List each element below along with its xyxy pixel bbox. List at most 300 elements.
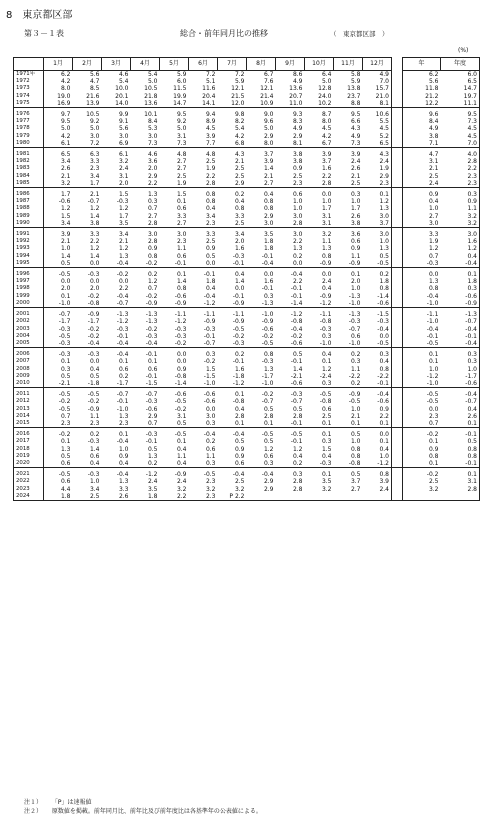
month-value-cell: 2.5 <box>234 478 245 486</box>
month-value-cell: 5.3 <box>147 125 158 133</box>
annual-value-cell: 3.2 <box>428 485 439 493</box>
month-value-cell: -0.4 <box>116 351 129 359</box>
month-value-cell: 0.0 <box>263 271 274 279</box>
month-value-cell: -1.2 <box>189 300 218 308</box>
month-value-cell: -0.3 <box>232 252 245 260</box>
month-value-cell: 1.1 <box>205 452 216 460</box>
month-value-cell: 0.6 <box>44 460 73 468</box>
table-row <box>14 228 480 239</box>
month-value-cell: 1.2 <box>118 245 129 253</box>
year-cell: 2005 <box>14 340 44 348</box>
month-value-cell: 0.3 <box>321 332 332 340</box>
month-value-cell: -0.5 <box>348 398 361 406</box>
month-value-cell: -0.9 <box>203 318 216 326</box>
month-value-cell: 0.6 <box>263 452 274 460</box>
month-value-cell: -0.3 <box>319 325 332 333</box>
annual-value-cell: 6.2 <box>428 71 439 78</box>
month-value-cell: 5.0 <box>321 78 332 86</box>
month-value-cell: 3.8 <box>292 158 303 166</box>
month-value-cell: 0.2 <box>147 271 158 279</box>
year-cell: 2010 <box>14 380 44 388</box>
month-value-cell: 3.1 <box>321 212 332 220</box>
month-value-cell: -0.6 <box>174 391 187 399</box>
month-value-cell: 2.7 <box>147 212 158 220</box>
table-row <box>14 308 480 319</box>
month-value-cell: 0.5 <box>292 405 303 413</box>
month-value-cell: 2.4 <box>363 158 392 165</box>
month-value-cell: -0.5 <box>319 391 332 399</box>
month-value-cell: 0.5 <box>350 431 361 439</box>
month-value-cell: 0.5 <box>60 452 71 460</box>
month-value-cell: -0.9 <box>218 300 247 308</box>
annual-value-cell: -0.2 <box>426 431 439 439</box>
annual-value-cell: -1.0 <box>403 380 441 388</box>
month-value-cell: 0.4 <box>363 446 392 453</box>
spacer-cell <box>392 165 403 172</box>
month-value-cell: 4.9 <box>350 132 361 140</box>
month-value-cell: -0.4 <box>102 340 131 348</box>
fiscal-year-value-cell: 6.0 <box>441 71 480 79</box>
month-value-cell: -0.8 <box>290 318 303 326</box>
month-value-cell: 0.0 <box>89 278 100 286</box>
month-value-cell: 3.7 <box>350 478 361 486</box>
month-value-cell: -0.1 <box>218 260 247 268</box>
header-month: 6月 <box>189 58 218 71</box>
annual-value-cell: 0.8 <box>428 285 439 293</box>
month-value-cell: -1.2 <box>218 380 247 388</box>
month-value-cell: 0.8 <box>350 452 361 460</box>
month-value-cell: 1.0 <box>292 205 303 213</box>
month-value-cell: 4.5 <box>363 125 392 132</box>
annual-value-cell: 8.4 <box>428 118 439 126</box>
month-value-cell: 1.0 <box>60 245 71 253</box>
spacer-cell <box>392 100 403 108</box>
month-value-cell: -0.4 <box>363 326 392 333</box>
month-value-cell: 1.3 <box>118 252 129 260</box>
month-value-cell: 0.0 <box>234 285 245 293</box>
fiscal-year-value-cell: 0.3 <box>441 285 480 292</box>
spacer-cell <box>392 486 403 493</box>
month-value-cell: 0.0 <box>118 278 129 286</box>
month-value-cell: 14.7 <box>160 100 189 108</box>
month-value-cell: -1.4 <box>276 300 305 308</box>
month-value-cell: -0.3 <box>87 471 100 479</box>
year-cell: 2019 <box>14 453 44 460</box>
month-value-cell: 0.0 <box>321 191 332 199</box>
month-value-cell: -0.3 <box>261 358 274 366</box>
year-cell: 1979 <box>14 133 44 140</box>
annual-value-cell: -1.0 <box>403 300 441 308</box>
month-value-cell: 0.5 <box>89 372 100 380</box>
month-value-cell: 8.0 <box>60 85 71 93</box>
spacer-cell <box>392 238 403 245</box>
month-value-cell: 2.9 <box>292 132 303 140</box>
month-value-cell: -0.4 <box>116 471 129 479</box>
month-value-cell: 1.5 <box>176 191 187 199</box>
month-value-cell: 0.1 <box>118 431 129 439</box>
month-value-cell: 0.8 <box>363 366 392 373</box>
month-value-cell <box>276 493 305 501</box>
spacer-cell <box>392 428 403 439</box>
month-value-cell: 0.9 <box>205 245 216 253</box>
year-cell: 2000 <box>14 300 44 308</box>
table-row <box>14 93 480 100</box>
annual-value-cell: 2.5 <box>428 478 439 486</box>
spacer-cell <box>392 438 403 445</box>
month-value-cell: 1.2 <box>263 445 274 453</box>
year-cell: 2009 <box>14 373 44 380</box>
month-value-cell: 7.6 <box>263 78 274 86</box>
month-value-cell: -0.9 <box>87 311 100 319</box>
month-value-cell: -0.2 <box>58 398 71 406</box>
month-value-cell: 0.0 <box>176 358 187 366</box>
month-value-cell: 0.3 <box>350 358 361 366</box>
table-row <box>14 468 480 479</box>
month-value-cell: -1.0 <box>116 405 129 413</box>
month-value-cell: -0.9 <box>334 260 363 268</box>
year-cell: 2021 <box>14 468 44 479</box>
month-value-cell: 2.2 <box>160 493 189 501</box>
table-row <box>14 388 480 399</box>
table-row <box>14 358 480 365</box>
month-value-cell: -0.7 <box>116 391 129 399</box>
annual-value-cell: 7.1 <box>403 140 441 148</box>
month-value-cell: 0.2 <box>363 268 392 279</box>
month-value-cell: 11.5 <box>173 85 187 93</box>
month-value-cell: 0.6 <box>350 238 361 246</box>
spacer-cell <box>392 366 403 373</box>
fiscal-year-value-cell: 1.8 <box>441 278 480 285</box>
year-cell: 2023 <box>14 486 44 493</box>
month-value-cell: 2.2 <box>131 180 160 188</box>
month-value-cell: 2.1 <box>234 158 245 166</box>
month-value-cell: 0.1 <box>176 198 187 206</box>
month-value-cell: 0.9 <box>176 365 187 373</box>
month-value-cell: 2.2 <box>321 172 332 180</box>
month-value-cell: 2.3 <box>276 180 305 188</box>
month-value-cell: 3.1 <box>305 220 334 228</box>
spacer-cell <box>392 253 403 260</box>
month-value-cell: -0.3 <box>145 431 158 439</box>
annual-value-cell: 2.5 <box>428 172 439 180</box>
month-value-cell: 3.4 <box>44 220 73 228</box>
fiscal-year-value-cell: -0.6 <box>441 380 480 388</box>
month-value-cell: 0.5 <box>205 252 216 260</box>
month-value-cell: 0.8 <box>205 191 216 199</box>
month-value-cell: 2.0 <box>60 285 71 293</box>
month-value-cell: 5.6 <box>118 125 129 133</box>
header-year-cell <box>14 58 44 71</box>
month-value-cell: 3.0 <box>247 220 276 228</box>
month-value-cell: 4.3 <box>363 148 392 159</box>
month-value-cell: 2.7 <box>247 180 276 188</box>
table-row <box>14 406 480 413</box>
month-value-cell: 8.2 <box>234 118 245 126</box>
annual-value-cell: 1.0 <box>428 365 439 373</box>
year-cell: 2011 <box>14 388 44 399</box>
month-value-cell: 0.1 <box>60 292 71 300</box>
month-value-cell: -0.5 <box>290 431 303 439</box>
month-value-cell: 1.7 <box>73 180 102 188</box>
month-value-cell: 4.3 <box>350 125 361 133</box>
month-value-cell: 0.3 <box>247 460 276 468</box>
annual-value-cell <box>403 493 441 501</box>
spacer-cell <box>392 268 403 279</box>
month-value-cell: 2.6 <box>350 212 361 220</box>
month-value-cell: -0.2 <box>261 332 274 340</box>
spacer-cell <box>392 158 403 165</box>
month-value-cell: 0.9 <box>118 452 129 460</box>
table-row <box>14 118 480 125</box>
month-value-cell: 0.0 <box>321 271 332 279</box>
month-value-cell: -0.4 <box>116 292 129 300</box>
month-value-cell: 0.1 <box>334 420 363 428</box>
table-row <box>14 253 480 260</box>
spacer-cell <box>392 446 403 453</box>
month-value-cell: -0.1 <box>261 252 274 260</box>
month-value-cell: -1.5 <box>363 308 392 319</box>
table-row <box>14 245 480 252</box>
month-value-cell: 12.0 <box>218 100 247 108</box>
month-value-cell: -0.9 <box>319 292 332 300</box>
table-row <box>14 260 480 268</box>
table-row <box>14 398 480 405</box>
month-value-cell: 8.8 <box>334 100 363 108</box>
annual-value-cell: 2.3 <box>428 412 439 420</box>
table-row <box>14 478 480 485</box>
month-value-cell: 0.8 <box>350 445 361 453</box>
month-value-cell: -1.3 <box>145 311 158 319</box>
month-value-cell: 8.1 <box>363 100 392 108</box>
annual-value-cell: 1.0 <box>428 205 439 213</box>
month-value-cell: 0.8 <box>263 198 274 206</box>
month-value-cell: 0.4 <box>160 460 189 468</box>
month-value-cell: -0.7 <box>348 325 361 333</box>
fiscal-year-value-cell: 1.2 <box>441 245 480 252</box>
table-row <box>14 220 480 228</box>
month-value-cell: -0.8 <box>319 398 332 406</box>
month-value-cell: 3.9 <box>350 151 361 159</box>
month-value-cell: 0.7 <box>147 205 158 213</box>
month-value-cell: -1.5 <box>203 372 216 380</box>
month-value-cell: -0.1 <box>290 292 303 300</box>
month-value-cell: 5.1 <box>205 78 216 86</box>
month-value-cell: -1.3 <box>116 311 129 319</box>
month-value-cell: 5.0 <box>147 78 158 86</box>
annual-value-cell: 2.1 <box>428 165 439 173</box>
month-value-cell: 2.4 <box>147 478 158 486</box>
spacer-cell <box>392 293 403 300</box>
month-value-cell: -2.4 <box>319 372 332 380</box>
spacer-cell <box>392 478 403 485</box>
month-value-cell: 2.9 <box>147 412 158 420</box>
month-value-cell: -0.9 <box>232 318 245 326</box>
month-value-cell: 4.5 <box>321 125 332 133</box>
month-value-cell: 0.7 <box>131 420 160 428</box>
month-value-cell: 1.0 <box>350 438 361 446</box>
annual-value-cell: 3.0 <box>403 220 441 228</box>
month-value-cell: -0.4 <box>261 471 274 479</box>
spacer-cell <box>392 300 403 308</box>
month-value-cell: 0.8 <box>263 205 274 213</box>
month-value-cell: 2.8 <box>292 478 303 486</box>
month-value-cell: 4.6 <box>147 151 158 159</box>
month-value-cell: 3.5 <box>263 231 274 239</box>
month-value-cell: -1.1 <box>319 311 332 319</box>
month-value-cell: -1.0 <box>334 300 363 308</box>
spacer-cell <box>392 358 403 365</box>
month-value-cell: -1.7 <box>102 380 131 388</box>
month-value-cell: 2.0 <box>350 278 361 286</box>
year-cell: 1985 <box>14 180 44 188</box>
month-value-cell: 4.2 <box>60 132 71 140</box>
spacer-cell <box>392 285 403 292</box>
fiscal-year-value-cell: 14.7 <box>441 85 480 92</box>
month-value-cell <box>334 493 363 501</box>
table-row <box>14 140 480 148</box>
header-month: 9月 <box>276 58 305 71</box>
month-value-cell: 0.1 <box>60 438 71 446</box>
header-annual-year: 年 <box>403 58 441 71</box>
month-value-cell: -0.6 <box>58 198 71 206</box>
month-value-cell: -0.4 <box>290 271 303 279</box>
month-value-cell: -0.2 <box>145 292 158 300</box>
fiscal-year-value-cell: 1.1 <box>441 205 480 212</box>
spacer-cell <box>392 333 403 340</box>
month-value-cell: 8.3 <box>292 118 303 126</box>
annual-value-cell: 0.0 <box>428 405 439 413</box>
month-value-cell: -0.3 <box>116 325 129 333</box>
month-value-cell: -0.2 <box>87 332 100 340</box>
month-value-cell: 1.9 <box>205 165 216 173</box>
month-value-cell: 0.8 <box>363 468 392 479</box>
month-value-cell: -0.7 <box>261 398 274 406</box>
month-value-cell: 4.2 <box>321 132 332 140</box>
month-value-cell: -1.8 <box>232 372 245 380</box>
month-value-cell: 1.3 <box>263 365 274 373</box>
month-value-cell: 1.9 <box>160 180 189 188</box>
month-value-cell: 3.4 <box>89 172 100 180</box>
table-row <box>14 318 480 325</box>
spacer-cell <box>392 453 403 460</box>
month-value-cell: 0.2 <box>118 372 129 380</box>
month-value-cell: 3.7 <box>321 158 332 166</box>
month-value-cell: -1.0 <box>189 380 218 388</box>
year-cell: 1981 <box>14 148 44 159</box>
annual-value-cell: 0.1 <box>403 460 441 468</box>
month-value-cell: 1.6 <box>234 245 245 253</box>
month-value-cell: -0.9 <box>348 391 361 399</box>
month-value-cell: 5.8 <box>350 71 361 78</box>
month-value-cell: -0.4 <box>232 471 245 479</box>
spacer-cell <box>392 205 403 212</box>
spacer-cell <box>392 78 403 85</box>
month-value-cell: 2.3 <box>44 420 73 428</box>
month-value-cell: 3.4 <box>205 212 216 220</box>
month-value-cell: -1.0 <box>261 311 274 319</box>
month-value-cell: 0.2 <box>205 438 216 446</box>
annual-value-cell: 12.2 <box>403 100 441 108</box>
month-value-cell: 4.8 <box>176 151 187 159</box>
month-value-cell: -2.1 <box>44 380 73 388</box>
month-value-cell: -0.7 <box>102 300 131 308</box>
month-value-cell: 0.1 <box>350 271 361 279</box>
month-value-cell: -0.3 <box>87 271 100 279</box>
spacer-cell <box>392 118 403 125</box>
month-value-cell: 3.2 <box>118 158 129 166</box>
year-cell: 1978 <box>14 125 44 132</box>
month-value-cell: -0.9 <box>174 471 187 479</box>
header-month: 8月 <box>247 58 276 71</box>
month-value-cell: 3.5 <box>147 485 158 493</box>
month-value-cell: 3.7 <box>363 220 392 228</box>
header-annual-fiscal-year: 年度 <box>441 58 480 71</box>
month-value-cell: -0.1 <box>203 332 216 340</box>
month-value-cell: -0.2 <box>160 340 189 348</box>
month-value-cell: -0.3 <box>116 198 129 206</box>
month-value-cell: 9.5 <box>60 118 71 126</box>
month-value-cell: 0.6 <box>176 205 187 213</box>
month-value-cell: 0.1 <box>321 431 332 439</box>
month-value-cell: 5.4 <box>118 78 129 86</box>
month-value-cell: 6.2 <box>60 71 71 78</box>
month-value-cell: 1.1 <box>176 245 187 253</box>
fiscal-year-value-cell: 4.5 <box>441 133 480 140</box>
month-value-cell: 0.1 <box>118 358 129 366</box>
month-value-cell: 0.8 <box>263 351 274 359</box>
month-value-cell: -0.5 <box>87 391 100 399</box>
month-value-cell: 3.4 <box>234 231 245 239</box>
month-value-cell: 0.6 <box>350 332 361 340</box>
month-value-cell: 0.6 <box>118 365 129 373</box>
month-value-cell: 12.1 <box>231 85 245 93</box>
month-value-cell: 0.0 <box>363 428 392 439</box>
annual-value-cell: 9.6 <box>428 111 439 119</box>
month-value-cell: 1.5 <box>321 445 332 453</box>
month-value-cell: 2.3 <box>89 165 100 173</box>
table-row <box>14 293 480 300</box>
month-value-cell: 2.1 <box>350 412 361 420</box>
month-value-cell: 5.0 <box>60 125 71 133</box>
year-cell: 2008 <box>14 366 44 373</box>
month-value-cell: -1.7 <box>87 318 100 326</box>
table-row <box>14 108 480 119</box>
annual-value-cell: -0.5 <box>426 391 439 399</box>
month-value-cell: -0.7 <box>58 311 71 319</box>
table-row <box>14 188 480 199</box>
month-value-cell: 3.8 <box>73 220 102 228</box>
month-value-cell: 0.8 <box>234 205 245 213</box>
footnote-label: 注２） <box>24 808 43 815</box>
month-value-cell: 0.1 <box>363 438 392 445</box>
month-value-cell: 0.8 <box>176 285 187 293</box>
month-value-cell: 0.5 <box>147 445 158 453</box>
month-value-cell: -2.1 <box>290 372 303 380</box>
year-cell: 2003 <box>14 326 44 333</box>
month-value-cell: -1.2 <box>290 311 303 319</box>
fiscal-year-value-cell: 19.7 <box>441 93 480 100</box>
spacer-cell <box>392 198 403 205</box>
month-value-cell: 0.7 <box>147 285 158 293</box>
month-value-cell: 5.9 <box>176 71 187 78</box>
month-value-cell: 3.3 <box>89 158 100 166</box>
month-value-cell: 1.3 <box>147 452 158 460</box>
month-value-cell: 4.9 <box>292 125 303 133</box>
annual-value-cell: -1.0 <box>426 318 439 326</box>
table-row <box>14 453 480 460</box>
month-value-cell: -0.4 <box>290 325 303 333</box>
year-cell: 1995 <box>14 260 44 268</box>
